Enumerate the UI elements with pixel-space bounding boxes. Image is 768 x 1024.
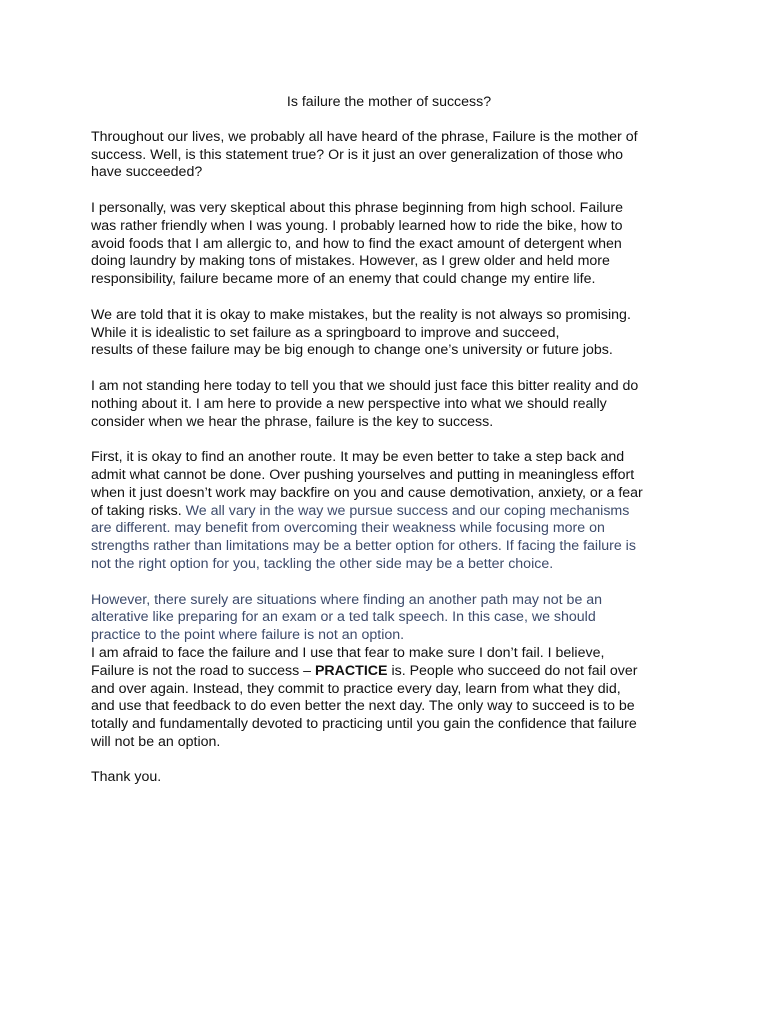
highlighted-line: practice to the point where failure is not an option. (91, 627, 405, 644)
text-run: of taking risks. (91, 502, 182, 519)
paragraph-line: when it just doesn’t work may backfire on you and cause demotivation, anxiety, or a fear (91, 484, 643, 501)
document-title: Is failure the mother of success? (286, 94, 492, 110)
paragraph-line: I am afraid to face the failure and I use that fear to make sure I don’t fail. I believe, (91, 644, 605, 661)
paragraph-line: I personally, was very skeptical about this phrase beginning from high school. Failure (91, 199, 624, 216)
highlighted-line: not the right option for you, tackling the other side may be a better choice. (91, 555, 554, 572)
paragraph-5 (91, 449, 681, 574)
paragraph-line: have succeeded? (91, 164, 203, 181)
paragraph-line: While it is idealistic to set failure as a springboard to improve and succeed, (91, 324, 560, 341)
paragraph-line: was rather friendly when I was young. I probably learned how to ride the bike, how to (91, 217, 623, 234)
paragraph-line: Throughout our lives, we probably all have heard of the phrase, Failure is the mother of (91, 128, 638, 145)
paragraph-line: and use that feedback to do even better the next day. The only way to succeed is to be (91, 698, 635, 715)
paragraph-line: and over again. Instead, they commit to practice every day, learn from what they did, (91, 680, 621, 697)
highlighted-line: alterative like preparing for an exam or a ted talk speech. In this case, we should (91, 609, 596, 626)
paragraph-4 (91, 378, 681, 431)
highlighted-text-run: We all vary in the way we pursue success and our coping mechanisms (181, 502, 630, 519)
text-run: Failure is not the road to success – (91, 662, 315, 679)
paragraph-line: consider when we hear the phrase, failure is the key to success. (91, 413, 494, 430)
paragraph-7 (91, 645, 681, 752)
emphasis-practice: PRACTICE (314, 662, 388, 679)
paragraph-2 (91, 200, 681, 289)
paragraph-line: results of these failure may be big enough to change one’s university or future jobs. (91, 342, 613, 359)
closing-line: Thank you. (91, 769, 162, 786)
paragraph-3 (91, 307, 681, 360)
document-page (91, 94, 681, 805)
paragraph-line: totally and fundamentally devoted to practicing until you gain the confidence that failure (91, 716, 637, 733)
paragraph-line: avoid foods that I am allergic to, and how to find the exact amount of detergent when (91, 235, 622, 252)
text-run: is. People who succeed do not fail over (387, 662, 638, 679)
paragraph-line (91, 503, 681, 521)
paragraph-line: I am not standing here today to tell you that we should just face this bitter reality and do (91, 377, 639, 394)
paragraph-line: success. Well, is this statement true? Or is it just an over generalization of those who (91, 146, 624, 163)
highlighted-line: strengths rather than limitations may be a better option for others. If facing the failure is (91, 538, 636, 555)
paragraph-line: responsibility, failure became more of an enemy that could change my entire life. (91, 271, 596, 288)
paragraph-1 (91, 129, 681, 182)
paragraph-line: We are told that it is okay to make mistakes, but the reality is not always so promising. (91, 306, 631, 323)
paragraph-line: doing laundry by making tons of mistakes. However, as I grew older and held more (91, 253, 610, 270)
highlighted-line: are different. may benefit from overcoming their weakness while focusing more on (91, 520, 605, 537)
paragraph-line: admit what cannot be done. Over pushing yourselves and putting in meaningless effort (91, 466, 635, 483)
highlighted-line: However, there surely are situations where finding an another path may not be an (91, 591, 603, 608)
paragraph-line (91, 663, 681, 681)
paragraph-line: First, it is okay to find an another route. It may be even better to take a step back and (91, 449, 625, 466)
paragraph-line: nothing about it. I am here to provide a new perspective into what we should really (91, 395, 607, 412)
paragraph-6 (91, 592, 681, 645)
paragraph-line: will not be an option. (91, 733, 221, 750)
